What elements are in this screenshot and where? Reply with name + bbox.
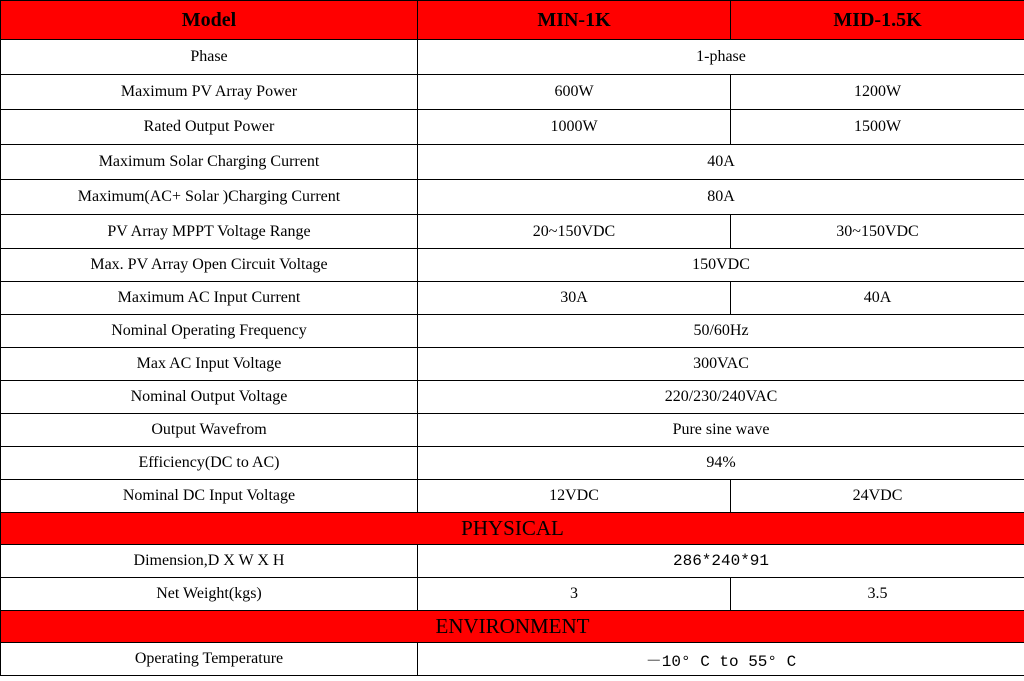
table-row — [1, 40, 1024, 75]
table-row — [1, 215, 1024, 249]
row-label: Maximum PV Array Power — [1, 75, 418, 110]
table-row — [1, 315, 1024, 348]
row-label: Maximum(AC+ Solar )Charging Current — [1, 180, 418, 215]
row-value: －10° C to 55° C — [418, 643, 1024, 676]
row-value: 80A — [418, 180, 1024, 215]
section-title: ENVIRONMENT — [1, 611, 1024, 643]
row-value: 50/60Hz — [418, 315, 1024, 348]
row-label: Dimension,D X W X H — [1, 545, 418, 578]
header-min-1k: MIN-1K — [418, 1, 731, 40]
row-value-mid-1-5k: 40A — [731, 282, 1024, 315]
row-label: Maximum AC Input Current — [1, 282, 418, 315]
table-row — [1, 545, 1024, 578]
table-row — [1, 282, 1024, 315]
row-value: 1-phase — [418, 40, 1024, 75]
section-physical — [1, 513, 1024, 545]
table-row — [1, 249, 1024, 282]
row-value-min-1k: 20~150VDC — [418, 215, 731, 249]
table-row — [1, 348, 1024, 381]
row-label: Maximum Solar Charging Current — [1, 145, 418, 180]
row-label: Nominal DC Input Voltage — [1, 480, 418, 513]
row-label: Efficiency(DC to AC) — [1, 447, 418, 480]
row-value-min-1k: 30A — [418, 282, 731, 315]
row-label: Rated Output Power — [1, 110, 418, 145]
row-label: Operating Temperature — [1, 643, 418, 676]
row-label: Phase — [1, 40, 418, 75]
row-value-min-1k: 3 — [418, 578, 731, 611]
table-row — [1, 414, 1024, 447]
row-value: 286*240*91 — [418, 545, 1024, 578]
section-title: PHYSICAL — [1, 513, 1024, 545]
row-value-min-1k: 1000W — [418, 110, 731, 145]
table-row — [1, 643, 1024, 676]
row-label: PV Array MPPT Voltage Range — [1, 215, 418, 249]
row-value-mid-1-5k: 30~150VDC — [731, 215, 1024, 249]
row-value: 150VDC — [418, 249, 1024, 282]
row-label: Nominal Operating Frequency — [1, 315, 418, 348]
table-row — [1, 75, 1024, 110]
section-environment — [1, 611, 1024, 643]
row-value-mid-1-5k: 1200W — [731, 75, 1024, 110]
table-row — [1, 447, 1024, 480]
row-value-min-1k: 12VDC — [418, 480, 731, 513]
table-row — [1, 578, 1024, 611]
table-row — [1, 110, 1024, 145]
row-value: Pure sine wave — [418, 414, 1024, 447]
header-row — [1, 1, 1024, 40]
row-value: 220/230/240VAC — [418, 381, 1024, 414]
row-value: 94% — [418, 447, 1024, 480]
row-label: Output Wavefrom — [1, 414, 418, 447]
row-label: Max. PV Array Open Circuit Voltage — [1, 249, 418, 282]
row-value-mid-1-5k: 1500W — [731, 110, 1024, 145]
table-row — [1, 480, 1024, 513]
table-row — [1, 180, 1024, 215]
row-label: Net Weight(kgs) — [1, 578, 418, 611]
table-row — [1, 381, 1024, 414]
row-value: 40A — [418, 145, 1024, 180]
row-label: Nominal Output Voltage — [1, 381, 418, 414]
row-value-min-1k: 600W — [418, 75, 731, 110]
header-model: Model — [1, 1, 418, 40]
row-value-mid-1-5k: 3.5 — [731, 578, 1024, 611]
row-value-mid-1-5k: 24VDC — [731, 480, 1024, 513]
table-row — [1, 145, 1024, 180]
row-label: Max AC Input Voltage — [1, 348, 418, 381]
header-mid-1-5k: MID-1.5K — [731, 1, 1024, 40]
row-value: 300VAC — [418, 348, 1024, 381]
